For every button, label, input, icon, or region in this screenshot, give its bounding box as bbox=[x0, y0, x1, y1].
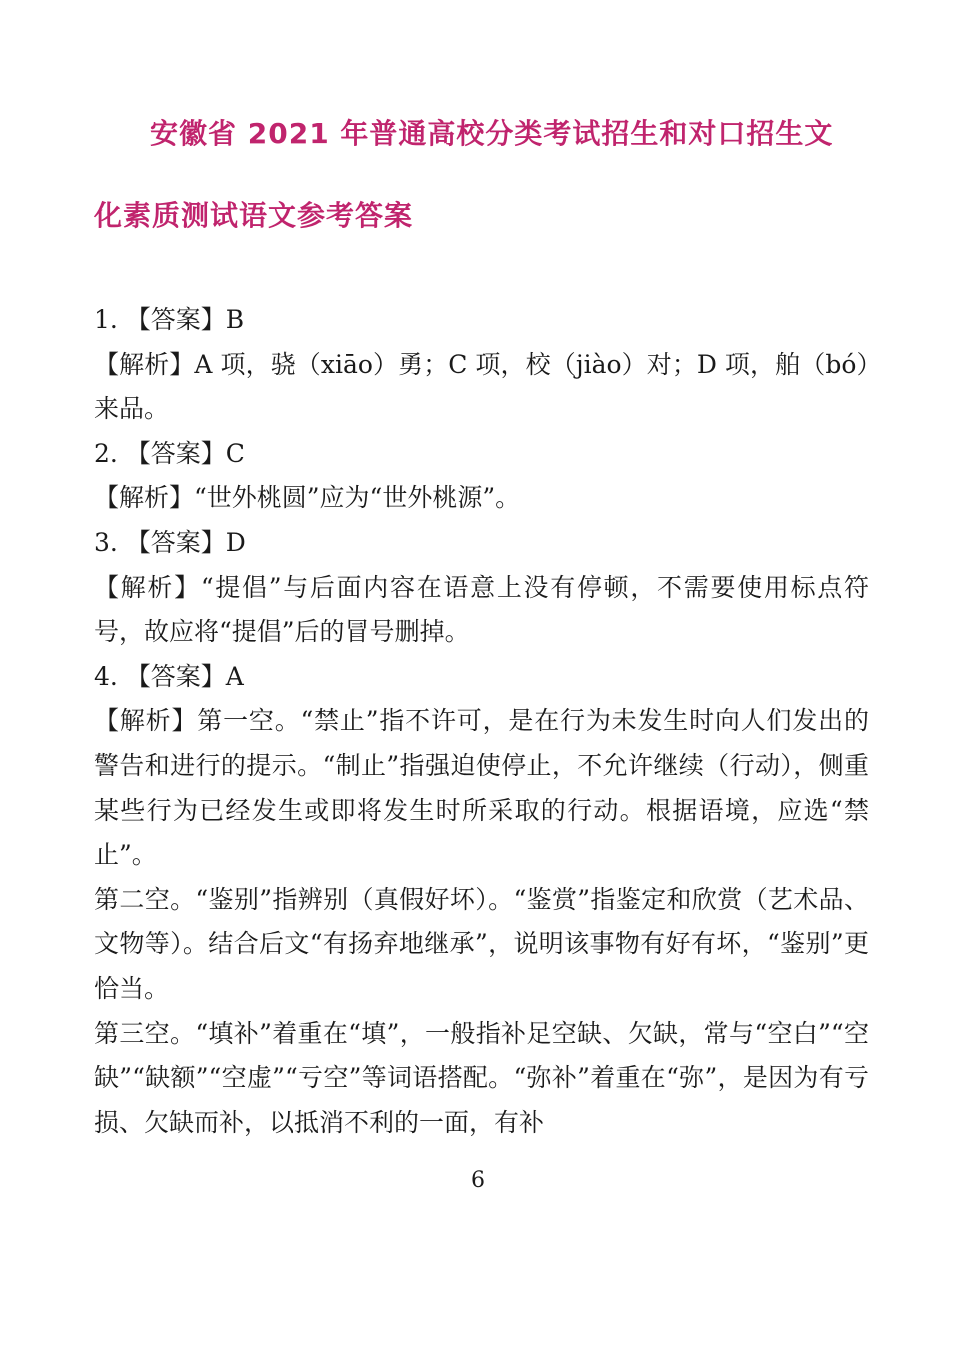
answer-3: 3. 【答案】D bbox=[94, 527, 246, 557]
answer-1: 1. 【答案】B bbox=[94, 305, 245, 334]
answer-content bbox=[94, 298, 869, 1145]
answer-2: 2. 【答案】C bbox=[94, 438, 245, 468]
analysis-4-paragraph-2: 第二空。“鉴别”指辨别（真假好坏）。“鉴赏”指鉴定和欣赏（艺术品、文物等）。结合后文“有扬弃地继承”，说明该事物有好有坏，“鉴别”更恰当。 bbox=[94, 884, 869, 1003]
analysis-3: 【解析】“提倡”与后面内容在语意上没有停顿，不需要使用标点符号，故应将“提倡”后的冒号删掉。 bbox=[94, 572, 869, 647]
document-title-line-1: 安徽省 2021 年普通高校分类考试招生和对口招生文 bbox=[150, 117, 834, 150]
page-number: 6 bbox=[471, 1168, 485, 1193]
analysis-1: 【解析】A 项，骁（xiāo）勇；C 项，校（jiào）对；D 项，舶（bó）来品。 bbox=[94, 349, 869, 424]
answer-4: 4. 【答案】A bbox=[94, 661, 244, 691]
analysis-4-paragraph-1: 【解析】第一空。“禁止”指不许可，是在行为未发生时向人们发出的警告和进行的提示。“制止”指强迫使停止，不允许继续（行动），侧重某些行为已经发生或即将发生时所采取的行动。根据语境，应选“禁止”。 bbox=[94, 706, 869, 870]
analysis-2: 【解析】“世外桃圆”应为“世外桃源”。 bbox=[94, 483, 521, 513]
document-title-line-2: 化素质测试语文参考答案 bbox=[94, 199, 414, 232]
analysis-4-paragraph-3: 第三空。“填补”着重在“填”，一般指补足空缺、欠缺，常与“空白”“空缺”“缺额”“空虚”“亏空”等词语搭配。“弥补”着重在“弥”，是因为有亏损、欠缺而补，以抵消不利的一面，有补 bbox=[94, 1018, 869, 1137]
